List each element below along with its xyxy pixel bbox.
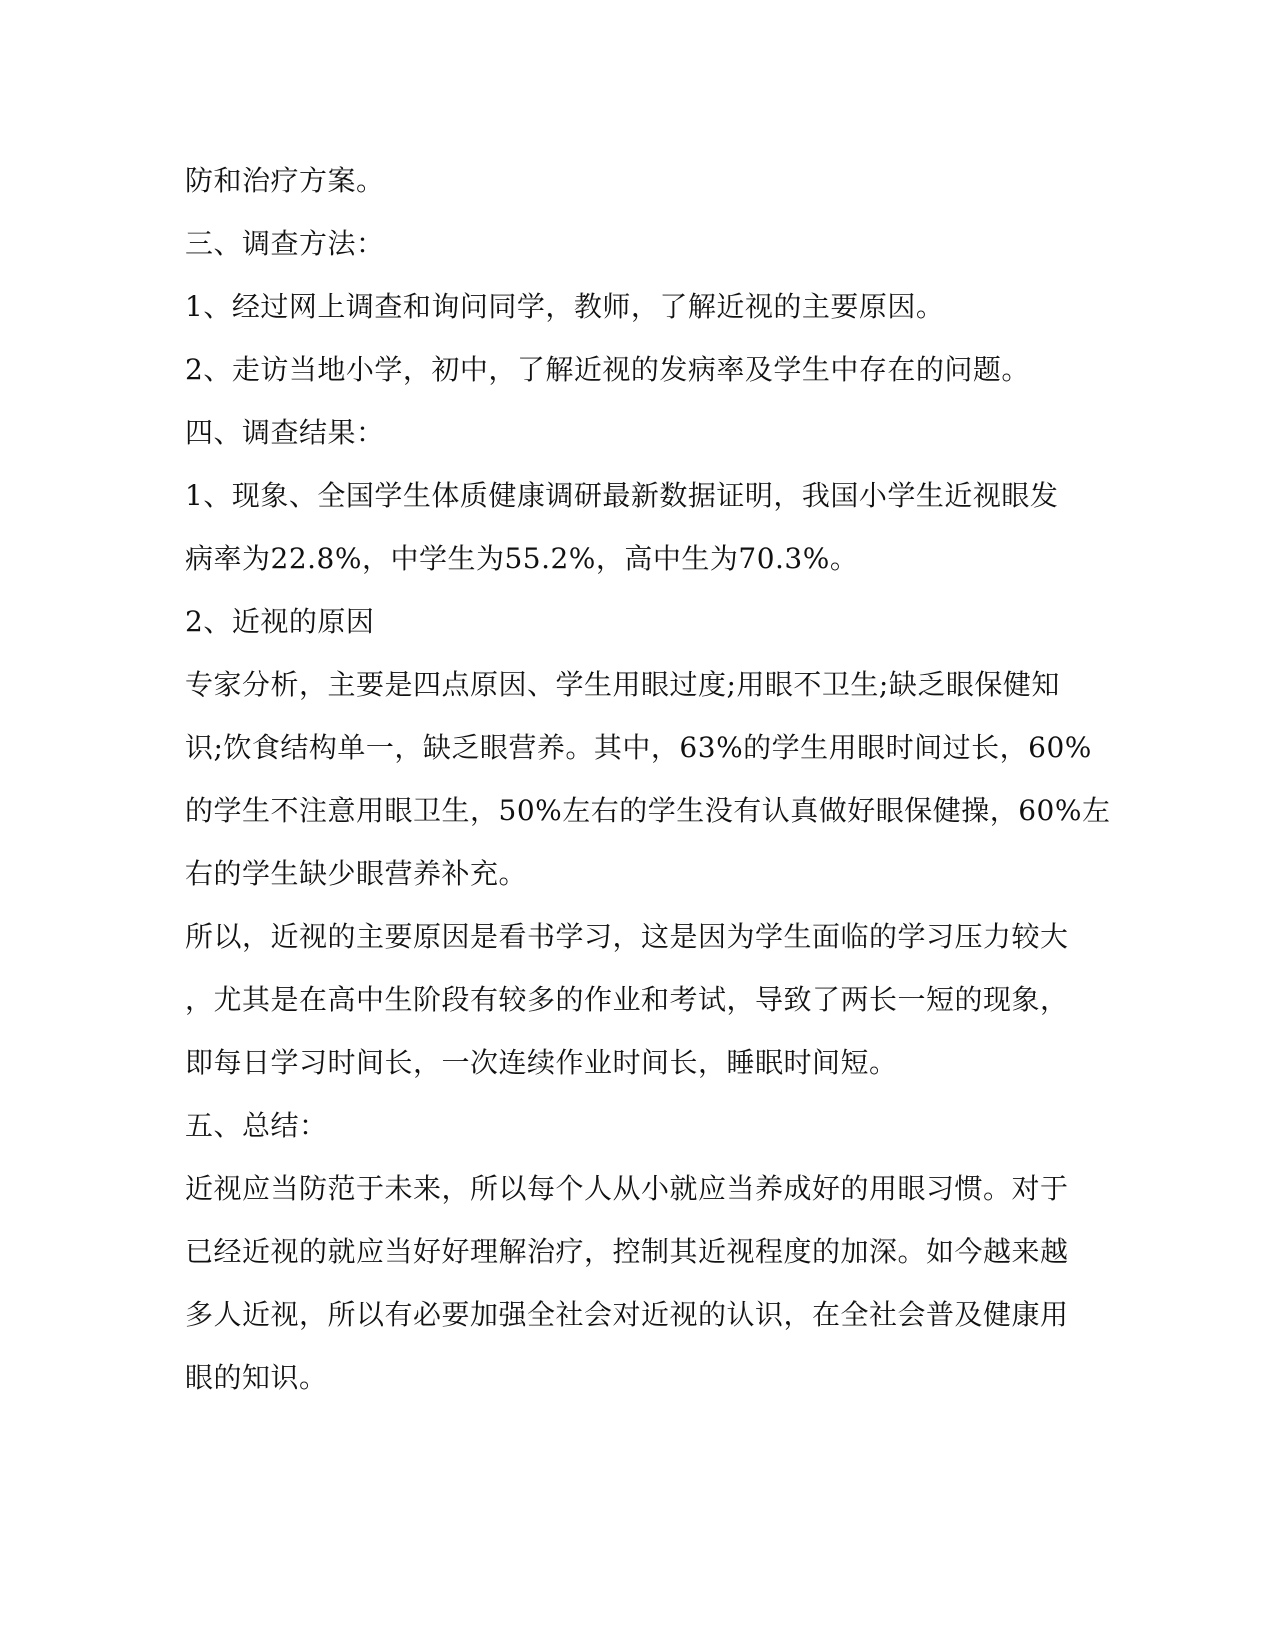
text-line: 2、走访当地小学，初中，了解近视的发病率及学生中存在的问题。 <box>185 353 1030 386</box>
subheading: 2、近视的原因 <box>185 605 375 638</box>
text-line: 右的学生缺少眼营养补充。 <box>185 857 528 890</box>
text-line: 眼的知识。 <box>185 1361 328 1394</box>
text-line: 识;饮食结构单一，缺乏眼营养。其中，63%的学生用眼时间过长，60% <box>185 731 1092 764</box>
text-line: 近视应当防范于未来，所以每个人从小就应当养成好的用眼习惯。对于 <box>185 1172 1069 1205</box>
section-heading: 五、总结： <box>185 1109 328 1142</box>
text-line: 的学生不注意用眼卫生，50%左右的学生没有认真做好眼保健操，60%左 <box>185 794 1111 827</box>
text-line: 专家分析，主要是四点原因、学生用眼过度;用眼不卫生;缺乏眼保健知 <box>185 668 1060 701</box>
text-line: 1、经过网上调查和询问同学，教师，了解近视的主要原因。 <box>185 290 945 323</box>
section-heading: 三、调查方法： <box>185 227 385 260</box>
text-line: 1、现象、全国学生体质健康调研最新数据证明，我国小学生近视眼发 <box>185 479 1059 512</box>
text-line: 病率为22.8%，中学生为55.2%，高中生为70.3%。 <box>185 542 859 575</box>
section-heading: 四、调查结果： <box>185 416 385 449</box>
text-line: 防和治疗方案。 <box>185 164 385 197</box>
text-line: ，尤其是在高中生阶段有较多的作业和考试，导致了两长一短的现象， <box>185 983 1069 1016</box>
text-line: 即每日学习时间长，一次连续作业时间长，睡眠时间短。 <box>185 1046 898 1079</box>
text-line: 多人近视，所以有必要加强全社会对近视的认识，在全社会普及健康用 <box>185 1298 1069 1331</box>
text-line: 所以，近视的主要原因是看书学习，这是因为学生面临的学习压力较大 <box>185 920 1069 953</box>
text-line: 已经近视的就应当好好理解治疗，控制其近视程度的加深。如今越来越 <box>185 1235 1069 1268</box>
